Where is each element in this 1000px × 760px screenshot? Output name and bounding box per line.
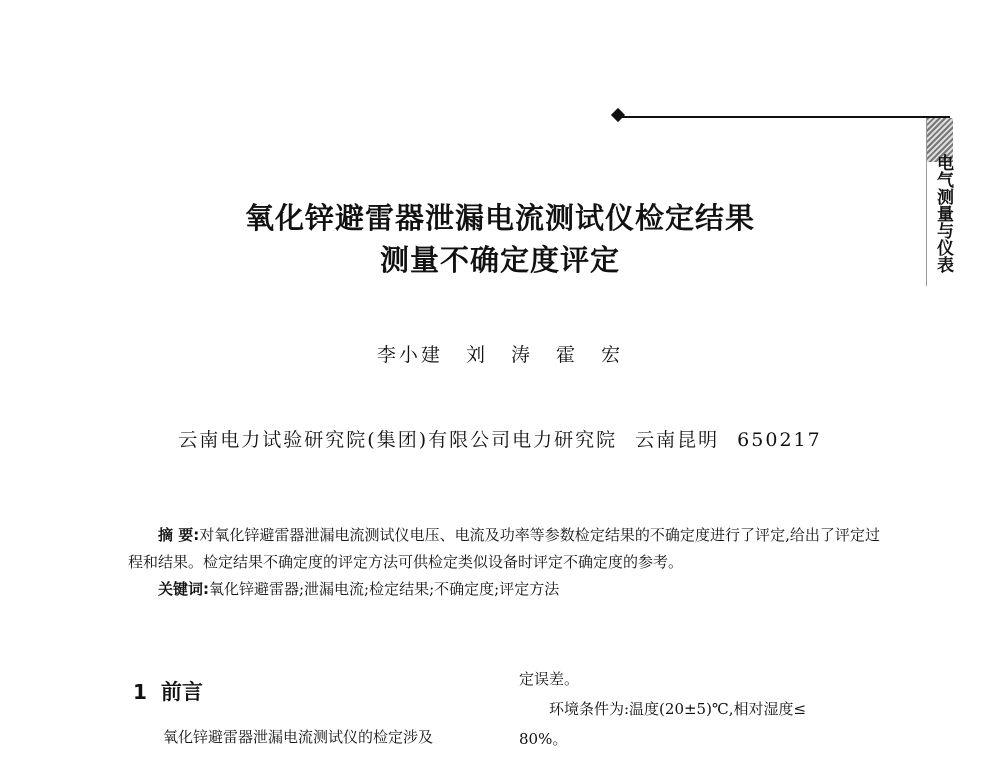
section-number: 1 xyxy=(133,680,147,704)
section-body-text: 氧化锌避雷器泄漏电流测试仪的检定涉及 xyxy=(163,728,434,746)
abstract-text-line-1: 对氧化锌避雷器泄漏电流测试仪电压、电流及功率等参数检定结果的不确定度进行了 xyxy=(199,526,756,544)
header-diamond-ornament xyxy=(611,108,625,122)
left-column xyxy=(133,676,495,751)
abstract-label: 摘 要: xyxy=(158,526,200,544)
right-column-line-1: 定误差。 xyxy=(519,670,580,688)
environment-conditions-continued: 80%。 xyxy=(519,730,568,748)
keywords-paragraph xyxy=(128,576,880,603)
authors: 李小建 刘 涛 霍 宏 xyxy=(376,344,624,366)
abstract-paragraph xyxy=(128,522,880,576)
running-section-tab xyxy=(926,118,953,286)
header-rule xyxy=(620,116,950,118)
keywords-label: 关键词: xyxy=(158,580,209,598)
section-label: 电气测量与仪表 xyxy=(933,154,953,273)
article-title-line-1: 氧化锌避雷器泄漏电流测试仪检定结果 xyxy=(244,201,755,235)
section-heading xyxy=(133,676,495,706)
abstract-block xyxy=(128,522,880,603)
environment-conditions: 环境条件为:温度(20±5)℃,相对湿度≤ xyxy=(549,700,807,718)
affiliation: 云南电力试验研究院(集团)有限公司电力研究院 云南昆明 650217 xyxy=(178,429,822,451)
section-title: 前言 xyxy=(160,680,203,704)
right-column xyxy=(519,664,881,754)
article-title-line-2: 测量不确定度评定 xyxy=(379,243,620,277)
abstract-text-rest: 评定,给出了评定过程和结果。检定结果不确定度的评定方法可供检定类似设备时评定不确定度的参考。 xyxy=(128,526,880,571)
keywords-text: 氧化锌避雷器;泄漏电流;检定结果;不确定度;评定方法 xyxy=(209,580,560,598)
